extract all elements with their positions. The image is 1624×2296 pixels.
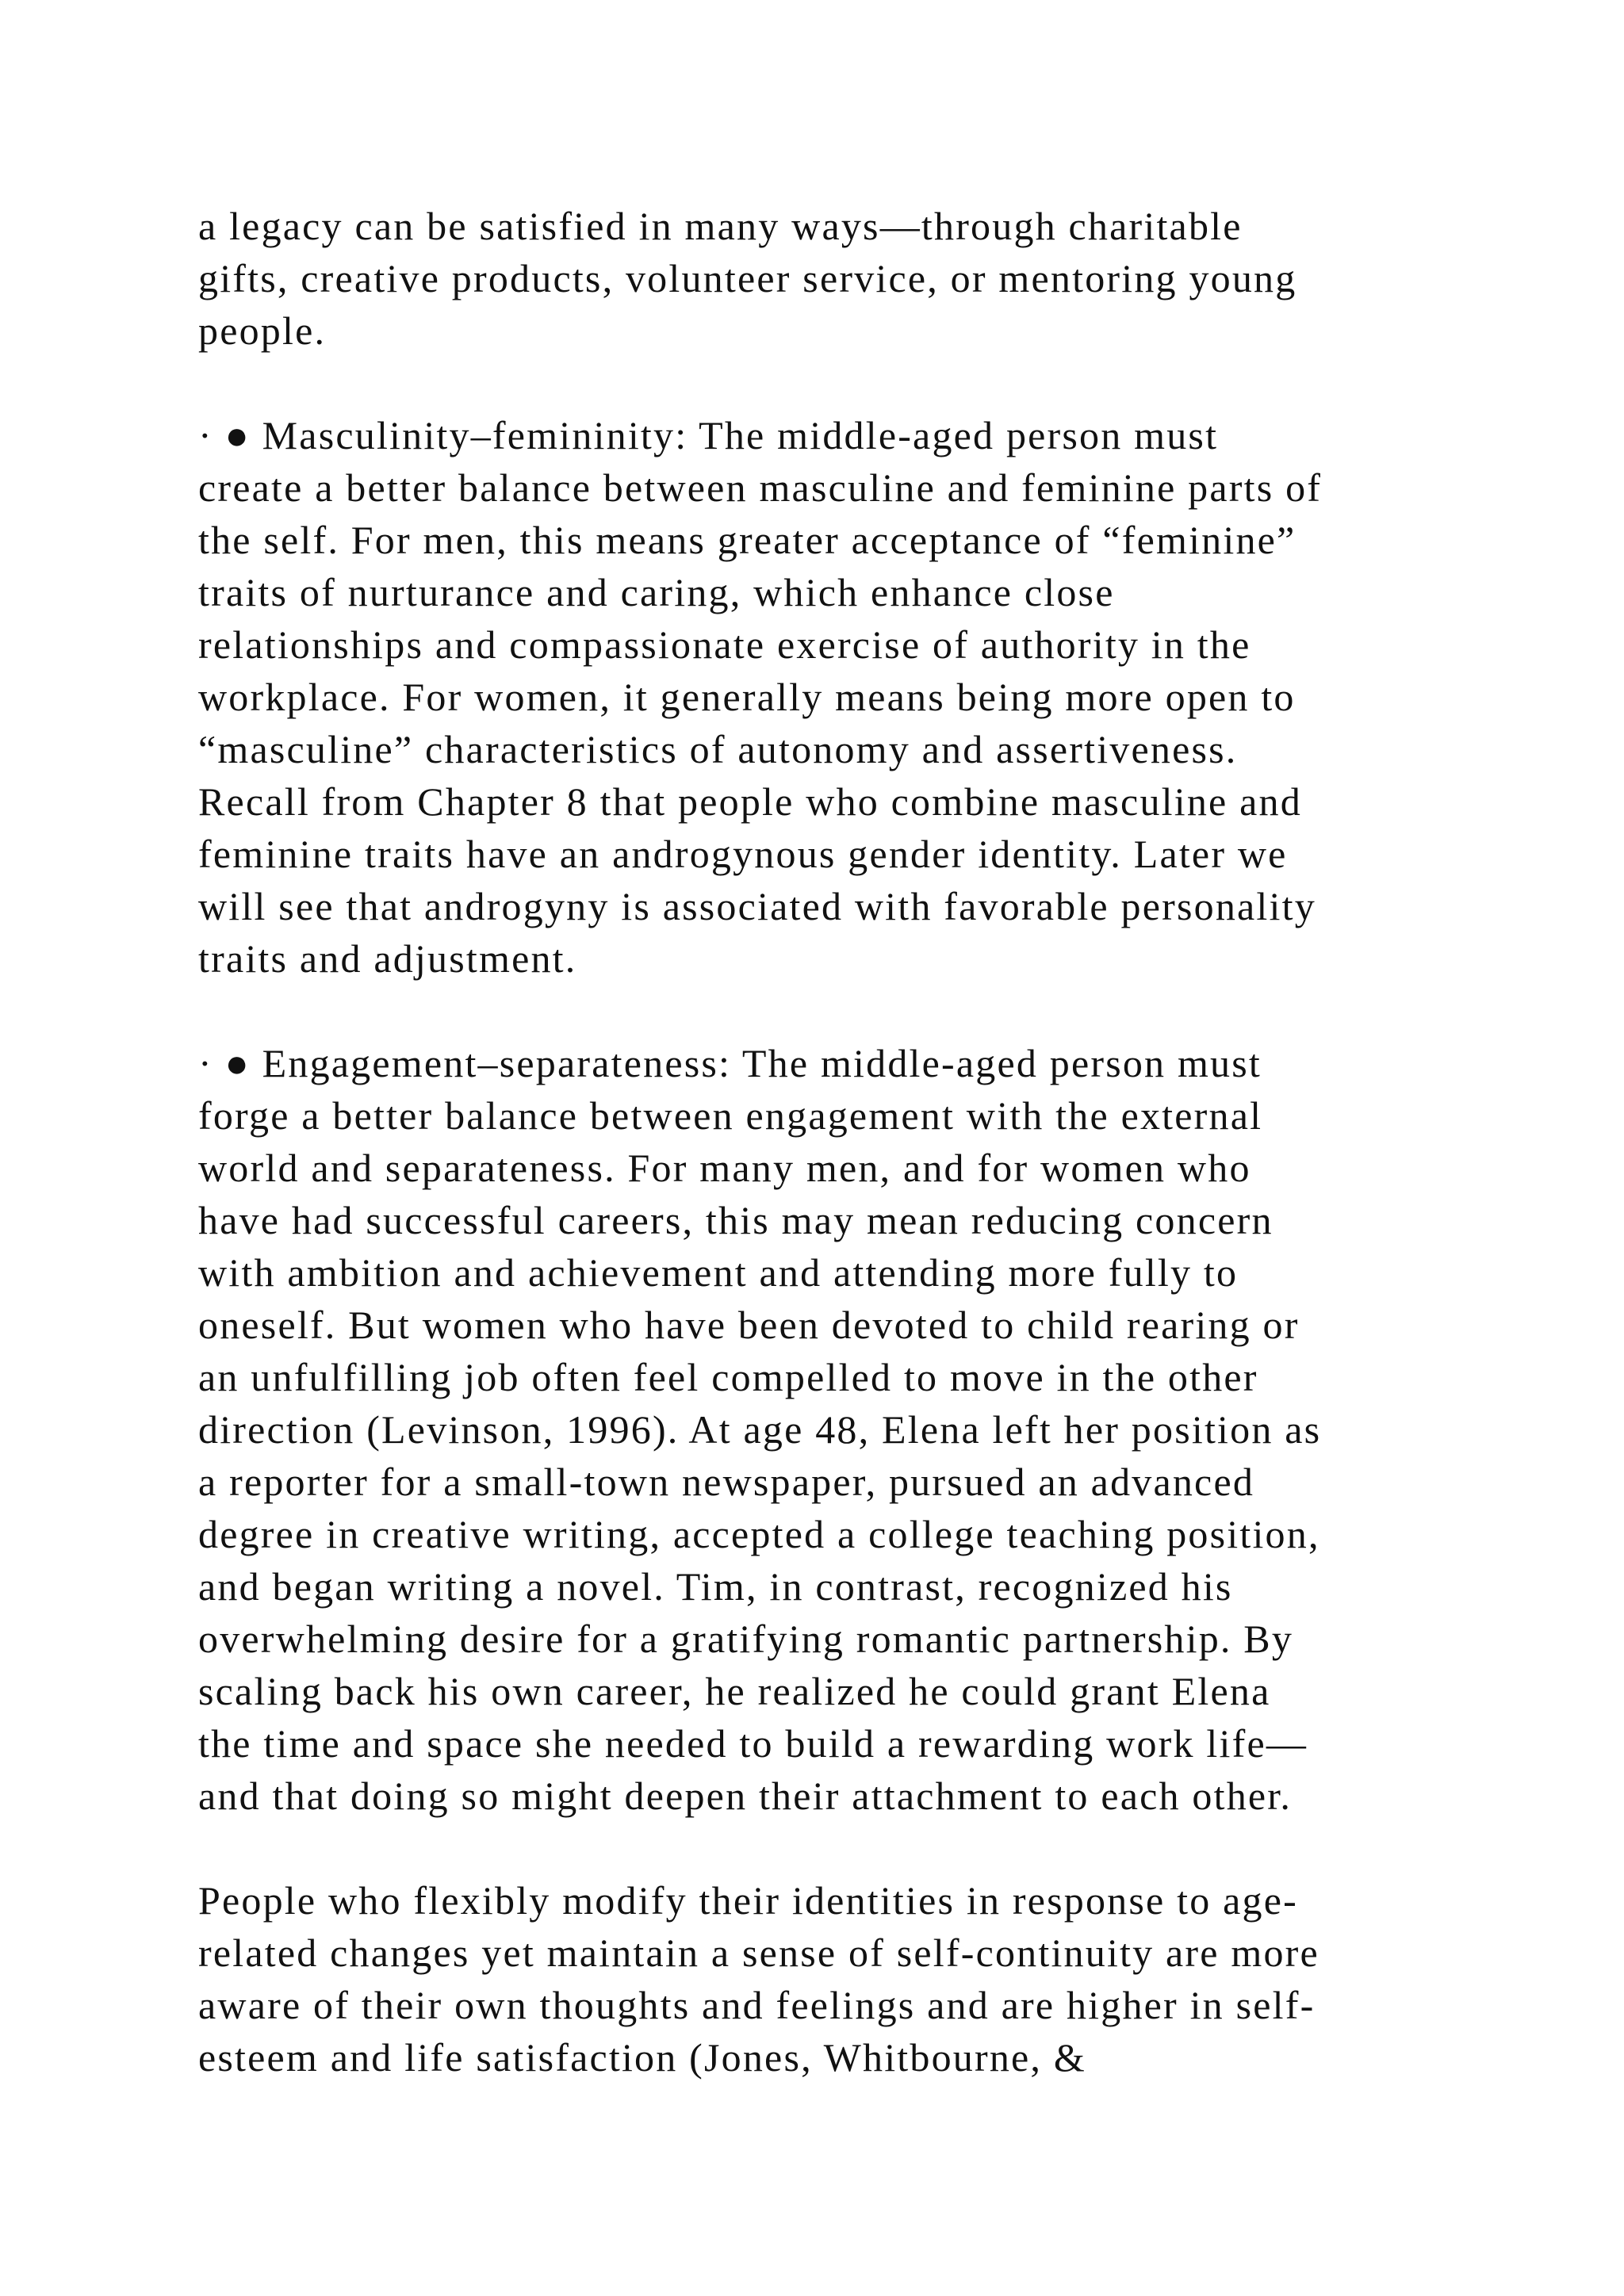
text-line: “masculine” characteristics of autonomy and assertiveness. (198, 727, 1238, 771)
text-line: esteem and life satisfaction (Jones, Whitbourne, & (198, 2035, 1086, 2080)
text-line: Recall from Chapter 8 that people who combine masculine and (198, 779, 1302, 824)
text-line: traits of nurturance and caring, which enhance close (198, 570, 1115, 614)
text-line: a legacy can be satisfied in many ways—through charitable (198, 204, 1243, 248)
text-line: degree in creative writing, accepted a college teaching position, (198, 1512, 1320, 1556)
text-line: forge a better balance between engagement with the external (198, 1093, 1263, 1138)
text-line: · ● Engagement–separateness: The middle-aged person must (198, 1041, 1262, 1085)
text-line: and that doing so might deepen their attachment to each other. (198, 1774, 1293, 1818)
text-line: · ● Masculinity–femininity: The middle-aged person must (198, 413, 1219, 457)
text-line: scaling back his own career, he realized he could grant Elena (198, 1669, 1271, 1713)
bullet-masculinity-femininity (198, 409, 1483, 985)
text-line: people. (198, 308, 327, 353)
text-line: the time and space she needed to build a rewarding work life— (198, 1721, 1308, 1766)
text-line: with ambition and achievement and attending more fully to (198, 1250, 1239, 1295)
text-line: gifts, creative products, volunteer service, or mentoring young (198, 256, 1297, 300)
text-line: create a better balance between masculine and feminine parts of (198, 465, 1323, 510)
paragraph-legacy (198, 200, 1483, 357)
text-line: feminine traits have an androgynous gender identity. Later we (198, 832, 1288, 876)
text-line: world and separateness. For many men, and for women who (198, 1146, 1251, 1190)
paragraph-identity-flexibility (198, 1874, 1483, 2084)
text-line: relationships and compassionate exercise of authority in the (198, 622, 1251, 667)
text-line: related changes yet maintain a sense of self-continuity are more (198, 1931, 1320, 1975)
text-line: direction (Levinson, 1996). At age 48, Elena left her position as (198, 1407, 1322, 1452)
text-line: the self. For men, this means greater acceptance of “feminine” (198, 518, 1297, 562)
text-line: oneself. But women who have been devoted to child rearing or (198, 1303, 1300, 1347)
text-line: overwhelming desire for a gratifying romantic partnership. By (198, 1617, 1294, 1661)
text-line: an unfulfilling job often feel compelled to move in the other (198, 1355, 1258, 1399)
text-line: workplace. For women, it generally means being more open to (198, 675, 1296, 719)
text-line: People who flexibly modify their identities in response to age- (198, 1878, 1298, 1923)
text-line: a reporter for a small-town newspaper, pursued an advanced (198, 1460, 1255, 1504)
bullet-engagement-separateness (198, 1037, 1483, 1822)
text-line: traits and adjustment. (198, 936, 577, 981)
text-line: aware of their own thoughts and feelings and are higher in self- (198, 1983, 1316, 2027)
text-line: have had successful careers, this may mean reducing concern (198, 1198, 1274, 1242)
text-line: will see that androgyny is associated with favorable personality (198, 884, 1316, 928)
text-line: and began writing a novel. Tim, in contrast, recognized his (198, 1564, 1233, 1609)
